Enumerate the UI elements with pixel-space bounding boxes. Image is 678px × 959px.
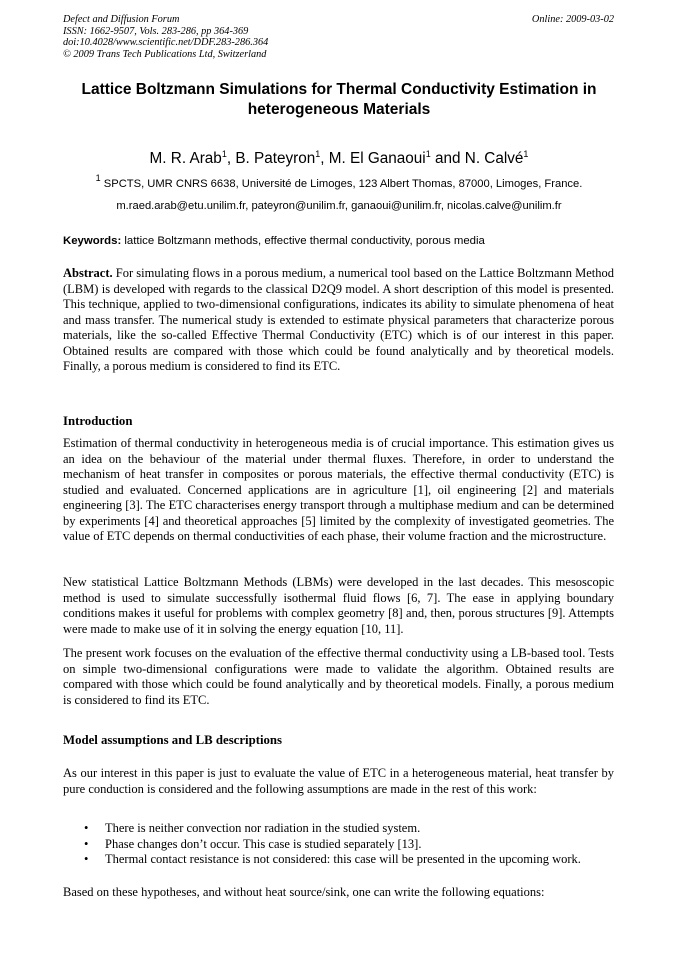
list-item-text: Thermal contact resistance is not considered: this case will be presented in the upcoming work. [105,852,581,866]
keywords-label: Keywords: [63,235,122,247]
section-heading-model: Model assumptions and LB descriptions [63,733,283,747]
author-affil-mark: 1 [221,149,227,159]
author: M. El Ganaoui [328,150,426,167]
list-item [63,852,614,868]
list-item-text: There is neither convection nor radiation in the studied system. [105,821,421,835]
paragraph: Based on these hypotheses, and without heat source/sink, one can write the following equations: [63,885,545,899]
author: M. R. Arab [149,150,222,167]
journal-header [63,14,268,60]
copyright-line: © 2009 Trans Tech Publications Ltd, Switzerland [63,48,267,60]
bullet-icon: • [84,821,89,835]
abstract-label: Abstract. [63,266,113,280]
bullet-icon: • [84,836,89,851]
bullet-icon: • [84,852,89,866]
abstract [63,266,614,375]
author-affil-mark: 1 [523,149,529,159]
journal-name: Defect and Diffusion Forum [63,14,180,25]
abstract-text: For simulating flows in a porous medium, a numerical tool based on the Lattice Boltzmann Method (LBM) is developed with regards to the classical D2Q9 model. A short description of this model is presented. This technique, applied to two-dimensional configurations, indicates its ability to simulate phenomena of heat and mass transfer. The numerical study is extended to estimate physical parameters that characterize porous materials, like the so-called Effective Thermal Conductivity (ETC) which is of our interest in this paper. Obtained results are compared with those which could be found analytically and by theoretical models. Finally, a porous medium is considered to find its ETC. [63,266,614,373]
paragraph: The present work focuses on the evaluation of the effective thermal conductivity using a LB-based tool. Tests on simple two-dimensional configurations were made to validate the algorithm. Obtained results are compared with those which could be found analytically and by theoretical models. Finally, a porous medium is considered to find its ETC. [63,646,614,707]
author-emails: m.raed.arab@etu.unilim.fr, pateyron@unilim.fr, ganaoui@unilim.fr, nicolas.calve@unilim.fr [116,200,562,212]
section-heading-introduction: Introduction [63,414,133,428]
affiliation-text: SPCTS, UMR CNRS 6638, Université de Limoges, 123 Albert Thomas, 87000, Limoges, France. [103,178,583,190]
author: B. Pateyron [235,150,316,167]
paper-title: Lattice Boltzmann Simulations for Thermal Conductivity Estimation in heterogeneous Materials [81,81,597,118]
list-item [63,837,614,853]
affiliation [63,173,615,191]
keywords [63,234,615,248]
author-separator: , [226,150,236,167]
author-affil-mark: 1 [425,149,431,159]
keywords-text: lattice Boltzmann methods, effective thermal conductivity, porous media [124,235,485,247]
author-list [63,150,615,168]
author-separator: and [430,150,465,167]
author-affil-mark: 1 [315,149,321,159]
online-date: Online: 2009-03-02 [531,14,614,25]
affiliation-mark: 1 [95,173,101,183]
author-separator: , [320,150,329,167]
list-item [63,821,614,837]
paragraph: As our interest in this paper is just to evaluate the value of ETC in a heterogeneous material, heat transfer by pure conduction is considered and the following assumptions are made in the rest of this work: [63,766,614,796]
author: N. Calvé [464,150,524,167]
issn-line: ISSN: 1662-9507, Vols. 283-286, pp 364-369 [63,25,249,37]
assumption-list [63,821,614,868]
doi-line: doi:10.4028/www.scientific.net/DDF.283-286.364 [63,37,269,49]
paragraph: Estimation of thermal conductivity in heterogeneous media is of crucial importance. This estimation gives us an idea on the behaviour of the material under thermal fluxes. Therefore, in order to understand the mechanism of heat transfer in composites or porous materials, the effective thermal conductivity (ETC) is studied and evaluated. Concerned applications are in agriculture [1], oil engineering [2] and materials engineering [3]. The ETC characterises energy transport through a multiphase medium and can be determined by experiments [4] and theoretical approaches [5] limited by the complexity of investigated geometries. The value of ETC depends on thermal conductivities of each phase, their volume fraction and the microstructure. [63,436,614,543]
paragraph: New statistical Lattice Boltzmann Methods (LBMs) were developed in the last decades. This mesoscopic method is used to simulate successfully isothermal fluid flows [6, 7]. The ease in applying boundary conditions makes it useful for problems with complex geometry [8] and, then, porous structures [9]. Attempts were made to make use of it in solving the energy equation [10, 11]. [63,575,614,636]
list-item-text: Phase changes don’t occur. This case is studied separately [13]. [105,836,422,851]
